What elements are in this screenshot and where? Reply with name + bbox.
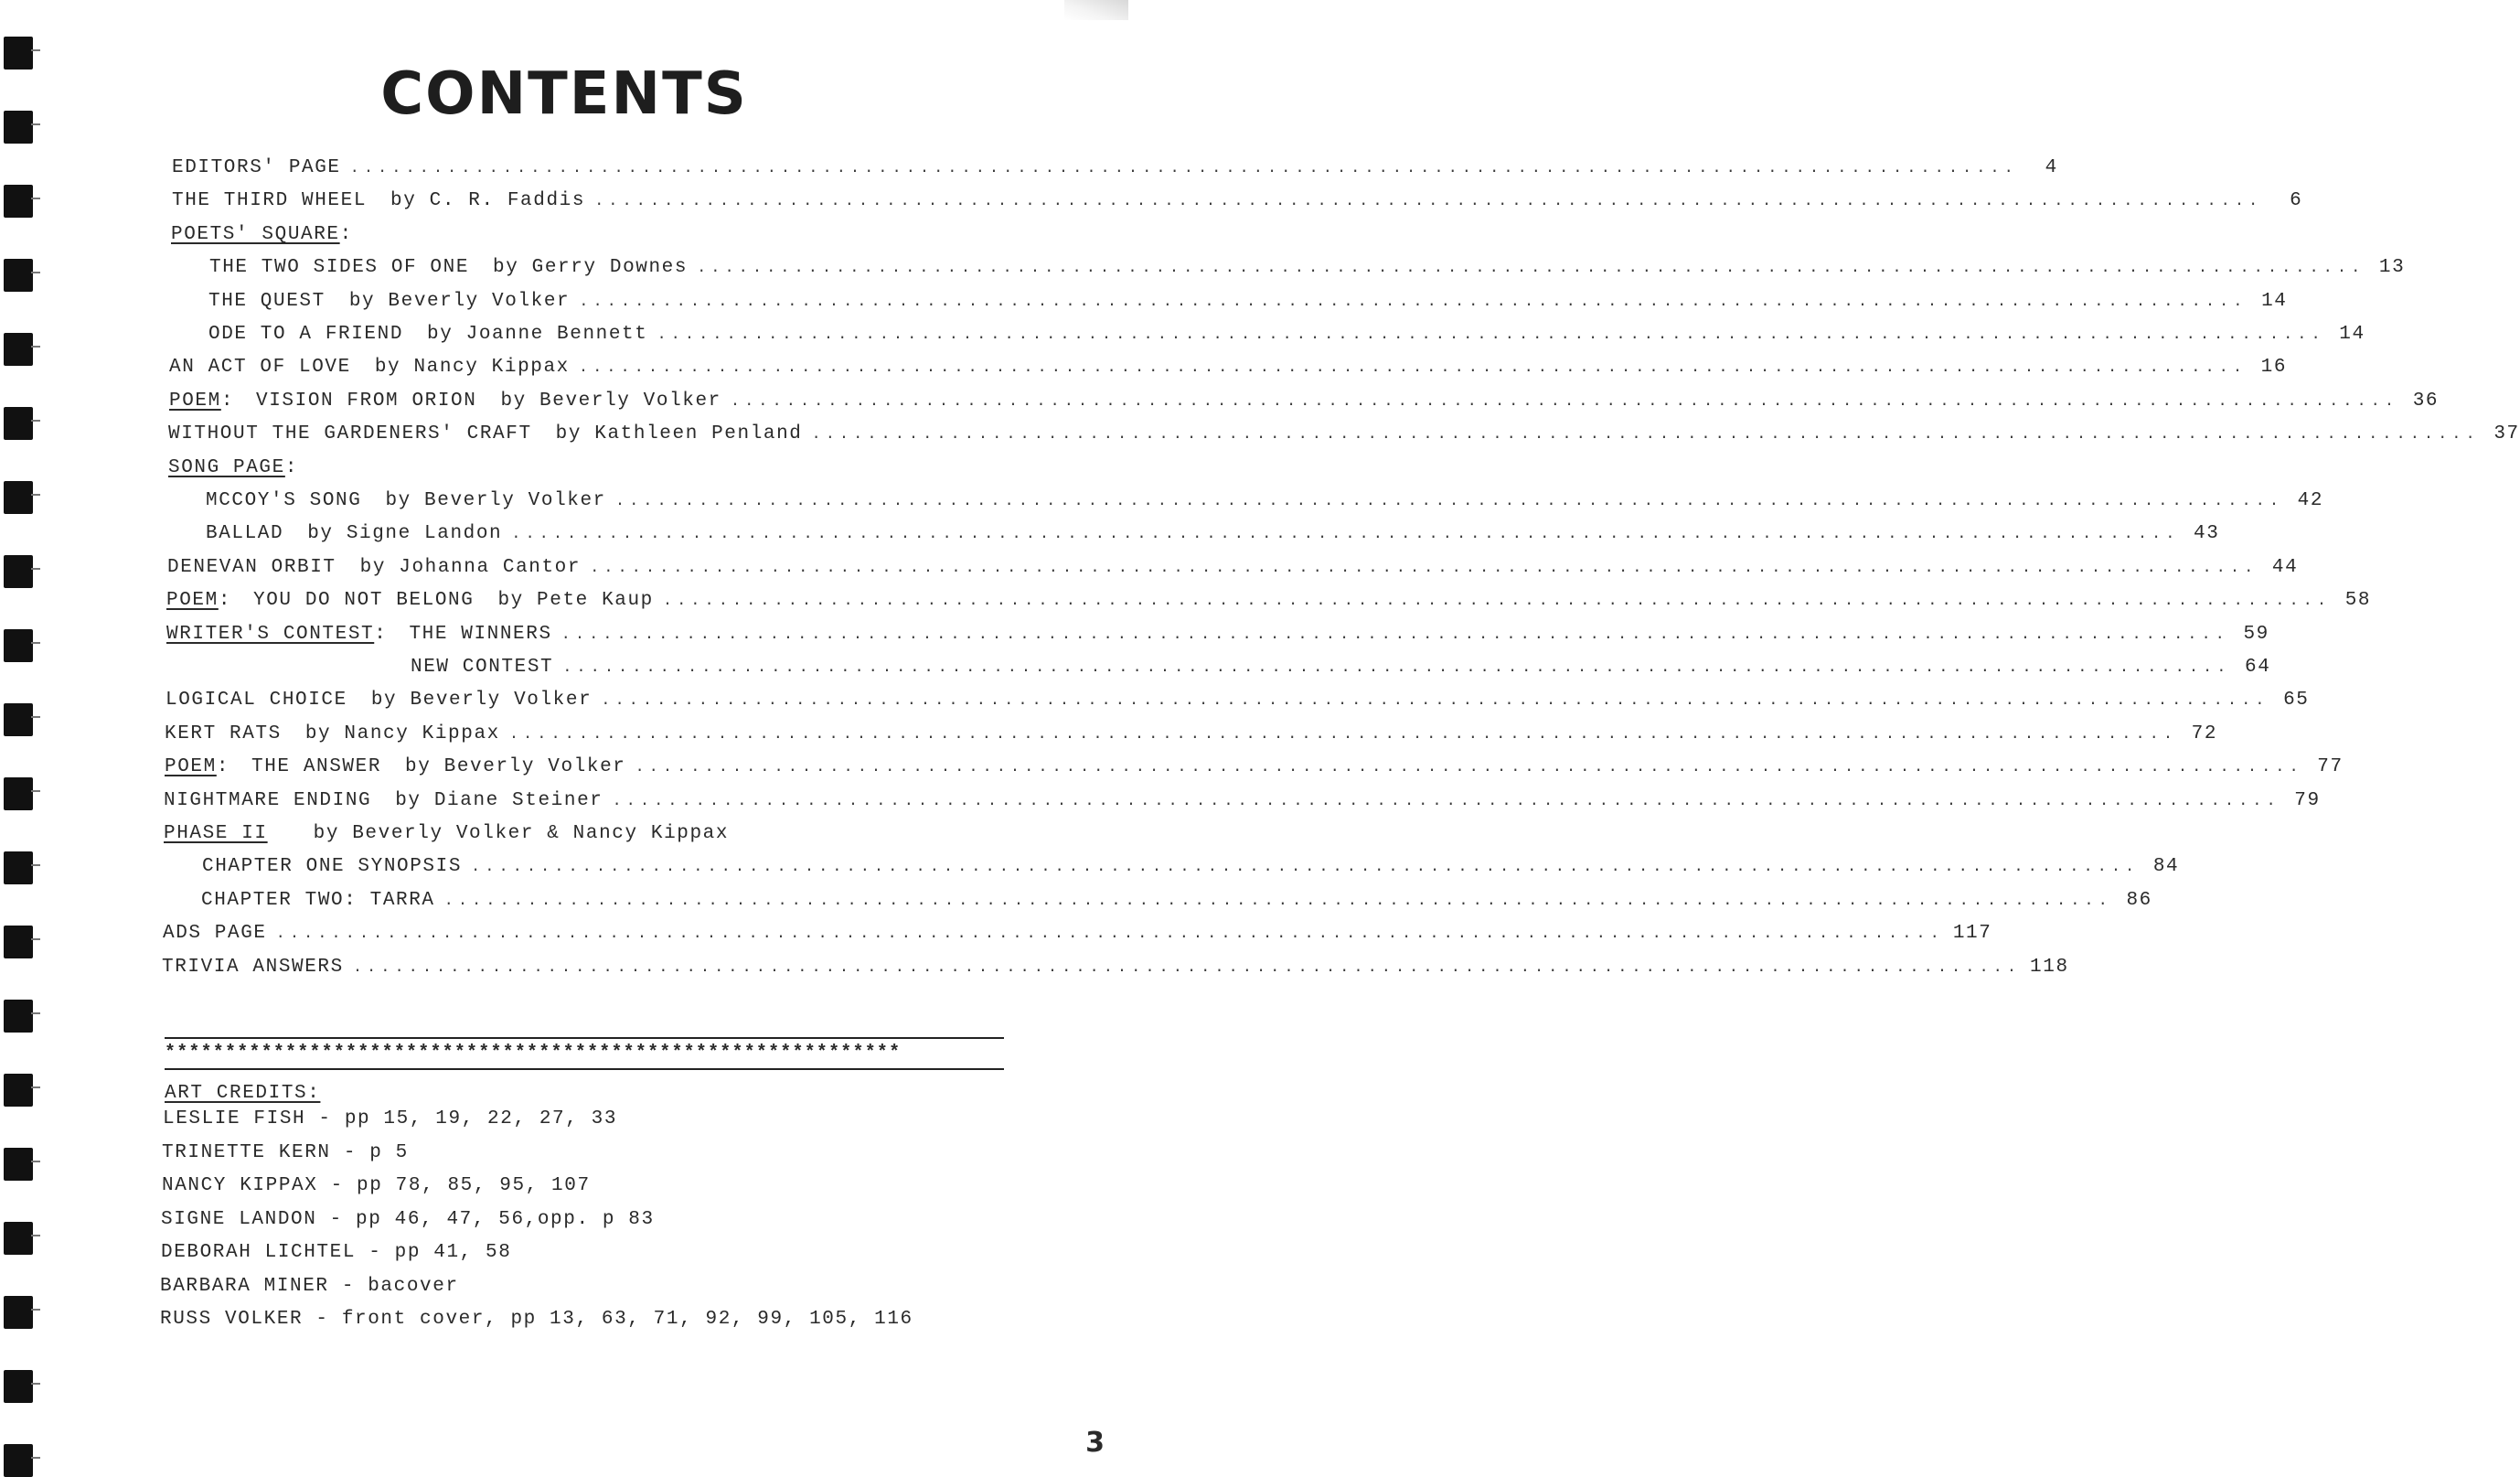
toc-entry-title: VISION FROM ORION bbox=[256, 391, 477, 412]
binding-hole bbox=[4, 1074, 33, 1107]
art-credit-line: BARBARA MINER - bacover bbox=[160, 1276, 459, 1297]
toc-section-colon: : bbox=[284, 457, 299, 478]
toc-section-colon: : bbox=[216, 756, 230, 777]
toc-entry-author: by Beverly Volker bbox=[348, 291, 571, 312]
toc-leader-dots: ........................................................................................................................ bbox=[811, 426, 2480, 444]
toc-page-number: 59 bbox=[2243, 624, 2269, 645]
toc-leader-dots: ........................................................................................................................ bbox=[579, 294, 2248, 311]
toc-leader-dots: ........................................................................................................................ bbox=[662, 593, 2332, 610]
toc-section-label: SONG PAGE bbox=[168, 457, 285, 478]
toc-section-label: PHASE II bbox=[164, 823, 268, 844]
toc-entry bbox=[163, 923, 1992, 952]
toc-entry-title: KERT RATS bbox=[165, 723, 282, 744]
toc-page-number: 36 bbox=[2412, 391, 2440, 412]
toc-entry-author: by Diane Steiner bbox=[395, 790, 603, 811]
toc-page-number: 14 bbox=[2261, 291, 2288, 312]
toc-entry-author: by Beverly Volker bbox=[405, 756, 626, 777]
toc-entry-author: by Beverly Volker bbox=[370, 690, 593, 711]
toc-entry bbox=[162, 957, 2069, 986]
toc-entry-title: NEW CONTEST bbox=[411, 657, 554, 678]
toc-leader-dots: ........................................................................................................................ bbox=[594, 193, 2263, 210]
divider-top-rule bbox=[165, 1037, 1004, 1039]
toc-page-number: 84 bbox=[2152, 856, 2180, 877]
toc-entry bbox=[202, 856, 2180, 885]
toc-entry-title: TRIVIA ANSWERS bbox=[162, 957, 344, 978]
toc-entry-title: WITHOUT THE GARDENERS' CRAFT bbox=[168, 423, 532, 444]
toc-section-colon: : bbox=[218, 590, 232, 611]
toc-page-number: 117 bbox=[1952, 923, 1992, 944]
toc-leader-dots: ........................................................................................................................ bbox=[511, 526, 2180, 543]
toc-entry bbox=[166, 590, 2372, 619]
toc-section-colon: : bbox=[220, 391, 235, 412]
toc-leader-dots: ........................................................................................................................ bbox=[697, 260, 2365, 277]
toc-leader-dots: ........................................................................................................................ bbox=[562, 659, 2231, 677]
toc-page-number: 64 bbox=[2245, 657, 2271, 678]
page-number: 3 bbox=[1085, 1427, 1105, 1459]
toc-entry-author: by Johanna Cantor bbox=[359, 557, 582, 578]
page-title: CONTENTS bbox=[380, 60, 748, 128]
toc-entry bbox=[171, 224, 982, 253]
star-divider bbox=[165, 1037, 1004, 1070]
toc-entry-author: by Pete Kaup bbox=[497, 590, 654, 611]
toc-page-number: 77 bbox=[2317, 756, 2344, 777]
art-credit-line: RUSS VOLKER - front cover, pp 13, 63, 71, 92, 99, 105, 116 bbox=[160, 1309, 913, 1330]
toc-entry-title: AN ACT OF LOVE bbox=[169, 357, 351, 378]
toc-page-number: 16 bbox=[2260, 357, 2288, 378]
toc-section-label: POEM bbox=[169, 391, 221, 412]
toc-page-number: 44 bbox=[2271, 557, 2299, 578]
toc-entry-title: CHAPTER TWO: TARRA bbox=[201, 890, 435, 911]
toc-section-label: POETS' SQUARE bbox=[171, 224, 340, 245]
art-credit-line: TRINETTE KERN - p 5 bbox=[162, 1142, 409, 1163]
toc-entry bbox=[168, 423, 2520, 453]
art-credit-line: SIGNE LANDON - pp 46, 47, 56,opp. p 83 bbox=[161, 1209, 655, 1230]
toc-entry bbox=[209, 257, 2406, 286]
toc-entry bbox=[165, 756, 2344, 786]
toc-page-number: 79 bbox=[2294, 790, 2321, 811]
toc-entry-title: THE QUEST bbox=[208, 291, 326, 312]
toc-page-number: 86 bbox=[2126, 890, 2152, 911]
toc-section-label: POEM bbox=[165, 756, 217, 777]
toc-entry bbox=[165, 723, 2218, 753]
toc-entry-author: by Joanne Bennett bbox=[427, 324, 648, 345]
toc-entry-title: CHAPTER ONE SYNOPSIS bbox=[202, 856, 463, 877]
toc-entry-author: by Nancy Kippax bbox=[374, 357, 570, 378]
toc-page-number: 42 bbox=[2297, 490, 2324, 511]
toc-leader-dots: ........................................................................................................................ bbox=[601, 692, 2269, 710]
toc-entry bbox=[166, 624, 2269, 653]
toc-entry-author: by C. R. Faddis bbox=[390, 190, 586, 211]
toc-page-number: 118 bbox=[2030, 957, 2069, 978]
toc-leader-dots: ........................................................................................................................ bbox=[730, 393, 2399, 411]
toc-leader-dots: ........................................................................................................................ bbox=[590, 560, 2258, 577]
toc-entry bbox=[169, 391, 2440, 420]
toc-entry-title: DENEVAN ORBIT bbox=[167, 557, 336, 578]
art-credit-line: NANCY KIPPAX - pp 78, 85, 95, 107 bbox=[162, 1175, 591, 1196]
toc-page-number: 43 bbox=[2194, 523, 2220, 544]
toc-entry bbox=[208, 291, 2288, 320]
toc-entry-title: THE WINNERS bbox=[409, 624, 552, 645]
toc-entry bbox=[411, 657, 2271, 686]
toc-section-label: POEM bbox=[166, 590, 219, 611]
toc-entry-title: THE THIRD WHEEL bbox=[172, 190, 368, 211]
toc-entry bbox=[201, 890, 2152, 919]
toc-entry-title: BALLAD bbox=[206, 523, 284, 544]
toc-leader-dots: ........................................................................................................................ bbox=[612, 793, 2280, 810]
toc-section-colon: : bbox=[339, 224, 353, 245]
toc-leader-dots: ........................................................................................................................ bbox=[352, 959, 2022, 977]
toc-page-number: 13 bbox=[2378, 257, 2406, 278]
binding-hole bbox=[4, 1370, 33, 1403]
binding-hole bbox=[4, 1444, 33, 1477]
toc-page-number: 4 bbox=[2045, 157, 2058, 178]
toc-page-number: 58 bbox=[2344, 590, 2372, 611]
toc-entry-author: by Gerry Downes bbox=[493, 257, 689, 278]
toc-entry-title: THE TWO SIDES OF ONE bbox=[209, 257, 470, 278]
toc-page-number: 6 bbox=[2290, 190, 2303, 211]
toc-entry-title: YOU DO NOT BELONG bbox=[253, 590, 475, 611]
binding-hole bbox=[4, 1296, 33, 1329]
toc-entry bbox=[168, 457, 982, 487]
toc-entry-title: ADS PAGE bbox=[163, 923, 267, 944]
toc-entry-title: MCCOY'S SONG bbox=[206, 490, 362, 511]
toc-entry bbox=[166, 690, 2310, 719]
toc-entry bbox=[172, 190, 2303, 219]
toc-entry-author: by Nancy Kippax bbox=[304, 723, 500, 744]
divider-bottom-rule bbox=[165, 1068, 1004, 1070]
toc-entry-author: by Kathleen Penland bbox=[555, 423, 803, 444]
toc-entry bbox=[169, 357, 2288, 386]
toc-leader-dots: ........................................................................................................................ bbox=[614, 493, 2284, 510]
toc-entry bbox=[164, 790, 2321, 819]
toc-leader-dots: ........................................................................................................................ bbox=[443, 893, 2112, 910]
toc-entry-title: NIGHTMARE ENDING bbox=[164, 790, 372, 811]
art-credit-line: LESLIE FISH - pp 15, 19, 22, 27, 33 bbox=[163, 1108, 618, 1129]
divider-stars: ************************************************************* bbox=[165, 1043, 902, 1064]
toc-entry bbox=[167, 557, 2299, 586]
toc-entry-author: by Beverly Volker bbox=[500, 391, 721, 412]
toc-entry-author: by Beverly Volker & Nancy Kippax bbox=[313, 823, 730, 844]
toc-entry bbox=[164, 823, 982, 852]
toc-entry-title: LOGICAL CHOICE bbox=[166, 690, 347, 711]
toc-page-number: 65 bbox=[2283, 690, 2310, 711]
toc-entry-author: by Beverly Volker bbox=[385, 490, 606, 511]
toc-leader-dots: ........................................................................................................................ bbox=[471, 859, 2140, 876]
toc-leader-dots: ........................................................................................................................ bbox=[561, 626, 2229, 644]
art-credit-line: DEBORAH LICHTEL - pp 41, 58 bbox=[161, 1242, 512, 1263]
toc-leader-dots: ........................................................................................................................ bbox=[275, 926, 1944, 943]
toc-section-colon: : bbox=[374, 624, 388, 645]
toc-entry-author: by Signe Landon bbox=[307, 523, 503, 544]
toc-leader-dots: ........................................................................................................................ bbox=[635, 759, 2303, 776]
toc-leader-dots: ........................................................................................................................ bbox=[508, 726, 2178, 744]
binding-hole bbox=[4, 1148, 33, 1181]
toc-entry-title: EDITORS' PAGE bbox=[172, 157, 341, 178]
toc-section-label: WRITER'S CONTEST bbox=[166, 624, 375, 645]
toc-entry bbox=[206, 490, 2324, 519]
binding-hole bbox=[4, 1222, 33, 1255]
toc-page-number: 37 bbox=[2493, 423, 2520, 444]
toc-entry bbox=[172, 157, 2058, 187]
toc-entry bbox=[206, 523, 2220, 552]
toc-leader-dots: ........................................................................................................................ bbox=[657, 326, 2325, 344]
toc-entry-title: ODE TO A FRIEND bbox=[208, 324, 404, 345]
toc-entry-title: THE ANSWER bbox=[251, 756, 382, 777]
toc-page-number: 14 bbox=[2339, 324, 2365, 345]
toc-leader-dots: ........................................................................................................................ bbox=[349, 160, 2018, 177]
toc-entry bbox=[208, 324, 2365, 353]
toc-page-number: 72 bbox=[2191, 723, 2218, 744]
art-credits-heading: ART CREDITS: bbox=[165, 1083, 321, 1104]
toc-leader-dots: ........................................................................................................................ bbox=[578, 359, 2248, 377]
